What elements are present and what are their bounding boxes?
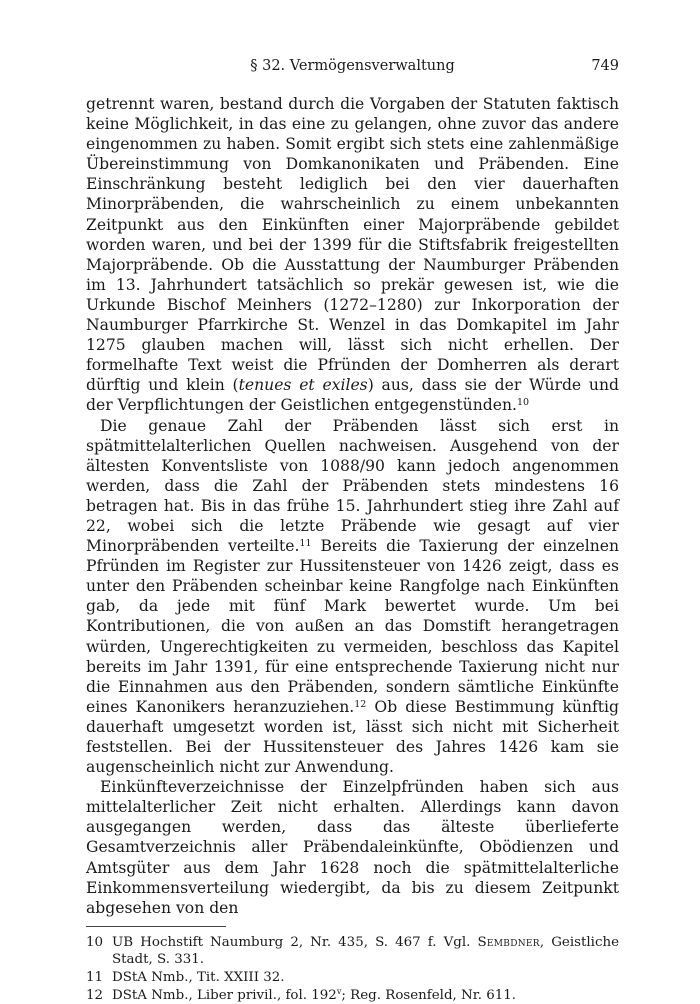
page-header: [86, 58, 619, 82]
paragraph-3: [86, 777, 619, 918]
footnote-12: [86, 987, 619, 1004]
footnote-11: [86, 969, 619, 987]
footnote-ref-11[interactable]: 11: [299, 538, 312, 550]
book-page: [86, 58, 619, 1004]
folio-verso-mark: v: [336, 986, 342, 996]
author-name: Sembdner: [477, 934, 540, 950]
footnote-ref-12[interactable]: 12: [354, 698, 367, 710]
paragraph-text: getrennt waren, bestand durch die Vorgaben der Statuten faktisch keine Möglichkeit, in das eine zu gelangen, ohne zuvor das andere eingenommen zu haben. Somit ergibt sich stets eine zahlenmäßige Übereinstimmung von Domkanonikaten und Präbenden. Eine Einschränkung besteht lediglich bei den vier dauerhaften Minorpräbenden, die wahrscheinlich zu einem unbekannten Zeitpunkt aus den Einkünften einer Majorpräbende gebildet worden waren, und bei der 1399 für die Stiftsfabrik freigestellten Majorpräbende. Ob die Ausstattung der Naumburger Präbenden im 13. Jahrhundert tatsächlich so prekär gewesen ist, wie die Urkunde Bischof Meinhers (1272–1280) zur Inkorporation der Naumburger Pfarrkirche St. Wenzel in das Domkapitel im Jahr 1275 glauben machen will, lässt sich nicht erhellen. Der formelhafte Text weist die Pfründen der Domherren als derart dürftig und klein (: [86, 95, 619, 395]
main-text: [86, 94, 619, 918]
paragraph-text: Bereits die Taxierung der einzelnen Pfründen im Register zur Hussitensteuer von 1426 zeigt, dass es unter den Präbenden scheinbar keine Rangfolge nach Einkünften gab, da jede mit fünf Mark bewertet wurde. Um bei Kontributionen, die von außen an das Domstift herangetragen würden, Ungerechtigkeiten zu vermeiden, beschloss das Kapitel bereits im Jahr 1391, für eine entsprechende Taxierung nicht nur die Einnahmen aus den Präbenden, sondern sämtliche Einkünfte eines Kanonikers heranzuziehen.: [86, 537, 620, 716]
paragraph-1: [86, 94, 619, 416]
footnote-text: DStA Nmb., Liber privil., fol. 192$^v$; Reg. Rosenfeld, Nr. 611.: [112, 986, 517, 1003]
paragraph-text: ) aus, dass sie der Würde und der Verpflichtungen der Geistlichen entgegenstünden.: [86, 376, 619, 415]
footnote-number: 11: [86, 970, 104, 986]
paragraph-2: [86, 416, 619, 778]
footnote-divider: [86, 926, 226, 927]
paragraph-text: Ob diese Bestimmung künftig dauerhaft umgesetzt worden ist, lässt sich nicht mit Sicherheit feststellen. Bei der Hussitensteuer des Jahres 1426 kam sie augenscheinlich nicht zur Anwendung.: [86, 697, 619, 777]
page-number: 749: [591, 58, 619, 74]
footnote-number: 10: [86, 934, 104, 950]
footnote-10: [86, 934, 619, 969]
footnotes: [86, 934, 619, 1004]
footnote-number: 12: [86, 987, 104, 1003]
paragraph-text: Die genaue Zahl der Präbenden lässt sich erst in spätmittelalterlichen Quellen nachweisen. Ausgehend von der ältesten Konventsliste von 1088/90 kann jedoch angenommen werden, dass die Zahl der Präbenden stets mindestens 16 betragen hat. Bis in das frühe 15. Jahrhundert stieg ihre Zahl auf 22, wobei sich die letzte Präbende wie gesagt auf vier Minorpräbenden verteilte.: [86, 416, 619, 556]
footnote-ref-10[interactable]: 10: [516, 397, 530, 409]
paragraph-text: Einkünfteverzeichnisse der Einzelpfründen haben sich aus mittelalterlicher Zeit nicht erhalten. Allerdings kann davon ausgegangen werden, dass das älteste überlieferte Gesamtverzeichnis aller Präbendaleinkünfte, Obödienzen und Amtsgüter aus dem Jahr 1628 noch die spätmittelalterliche Einkommensverteilung wiedergibt, da bis zu diesem Zeitpunkt abgesehen von den: [86, 778, 619, 917]
footnote-text: UB Hochstift Naumburg 2, Nr. 435, S. 467 f. Vgl. Sembdner, Geistliche Stadt, S. 331.: [112, 934, 619, 968]
running-title: § 32. Vermögensverwaltung: [250, 58, 455, 74]
footnote-text: DStA Nmb., Tit. XXIII 32.: [112, 970, 285, 986]
latin-phrase: tenues et exiles: [238, 376, 368, 395]
